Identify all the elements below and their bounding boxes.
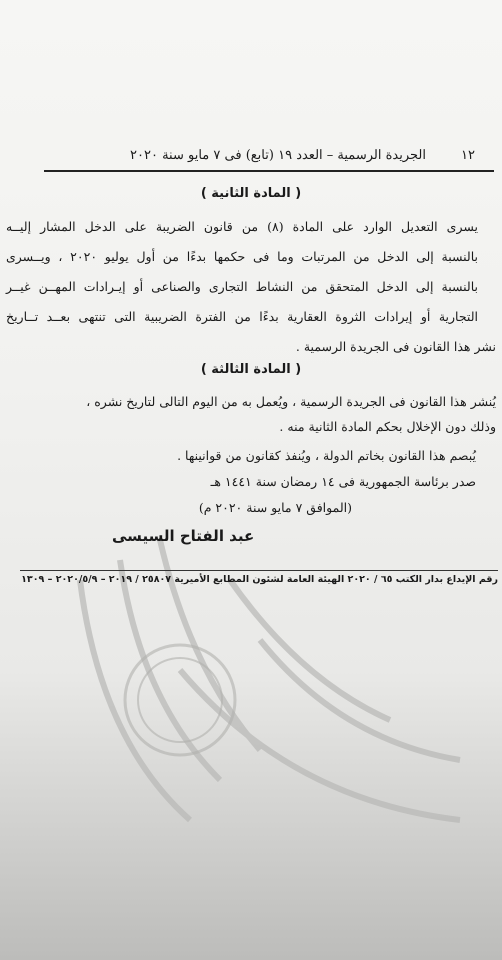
seal-statement: يُبصم هذا القانون بخاتم الدولة ، ويُنفذ كقانون من قوانينها . [177, 448, 476, 463]
publication-footer: رقم الإيداع بدار الكتب ٦٥ / ٢٠٢٠ الهيئة العامة لشئون المطابع الأميرية ٢٥٨٠٧ / ٢٠١٩ – ٢٠٢٠/٥/٩ – ١٣٠٩ [21, 574, 498, 585]
article-3-line: وذلك دون الإخلال بحكم المادة الثانية منه . [279, 419, 496, 434]
article-2-line: بالنسبة إلى الدخل من المرتبات وما فى حكمها بدءًا من أول يوليو ٢٠٢٠ ، ويــسرى [6, 249, 478, 264]
article-3-heading: ( المادة الثالثة ) [200, 362, 302, 377]
article-2-line: نشر هذا القانون فى الجريدة الرسمية . [295, 339, 496, 354]
header-divider [44, 170, 494, 172]
article-2-heading: ( المادة الثانية ) [200, 186, 302, 201]
page-header [130, 148, 475, 163]
article-2-line: يسرى التعديل الوارد على المادة (٨) من قانون الضريبة على الدخل المشار إليــه [6, 219, 478, 234]
article-2-line: التجارية أو إيرادات الثروة العقارية بدءًا من الفترة الضريبية التى تنتهى بعــد تــاريخ [6, 309, 478, 324]
issue-date: صدر برئاسة الجمهورية فى ١٤ رمضان سنة ١٤٤١ هـ [210, 474, 476, 489]
president-signature: عبد الفتاح السيسى [112, 527, 255, 545]
footer-divider [20, 570, 498, 571]
article-2-line: بالنسبة إلى الدخل المتحقق من النشاط التجارى والصناعى أو إيـرادات المهــن غيــر [6, 279, 478, 294]
gazette-title: الجريدة الرسمية – العدد ١٩ (تابع) فى ٧ مايو سنة ٢٠٢٠ [130, 148, 426, 163]
article-3-line: يُنشر هذا القانون فى الجريدة الرسمية ، ويُعمل به من اليوم التالى لتاريخ نشره ، [86, 394, 496, 409]
gregorian-date: (الموافق ٧ مايو سنة ٢٠٢٠ م) [198, 500, 352, 515]
page-number: ١٢ [461, 148, 475, 163]
